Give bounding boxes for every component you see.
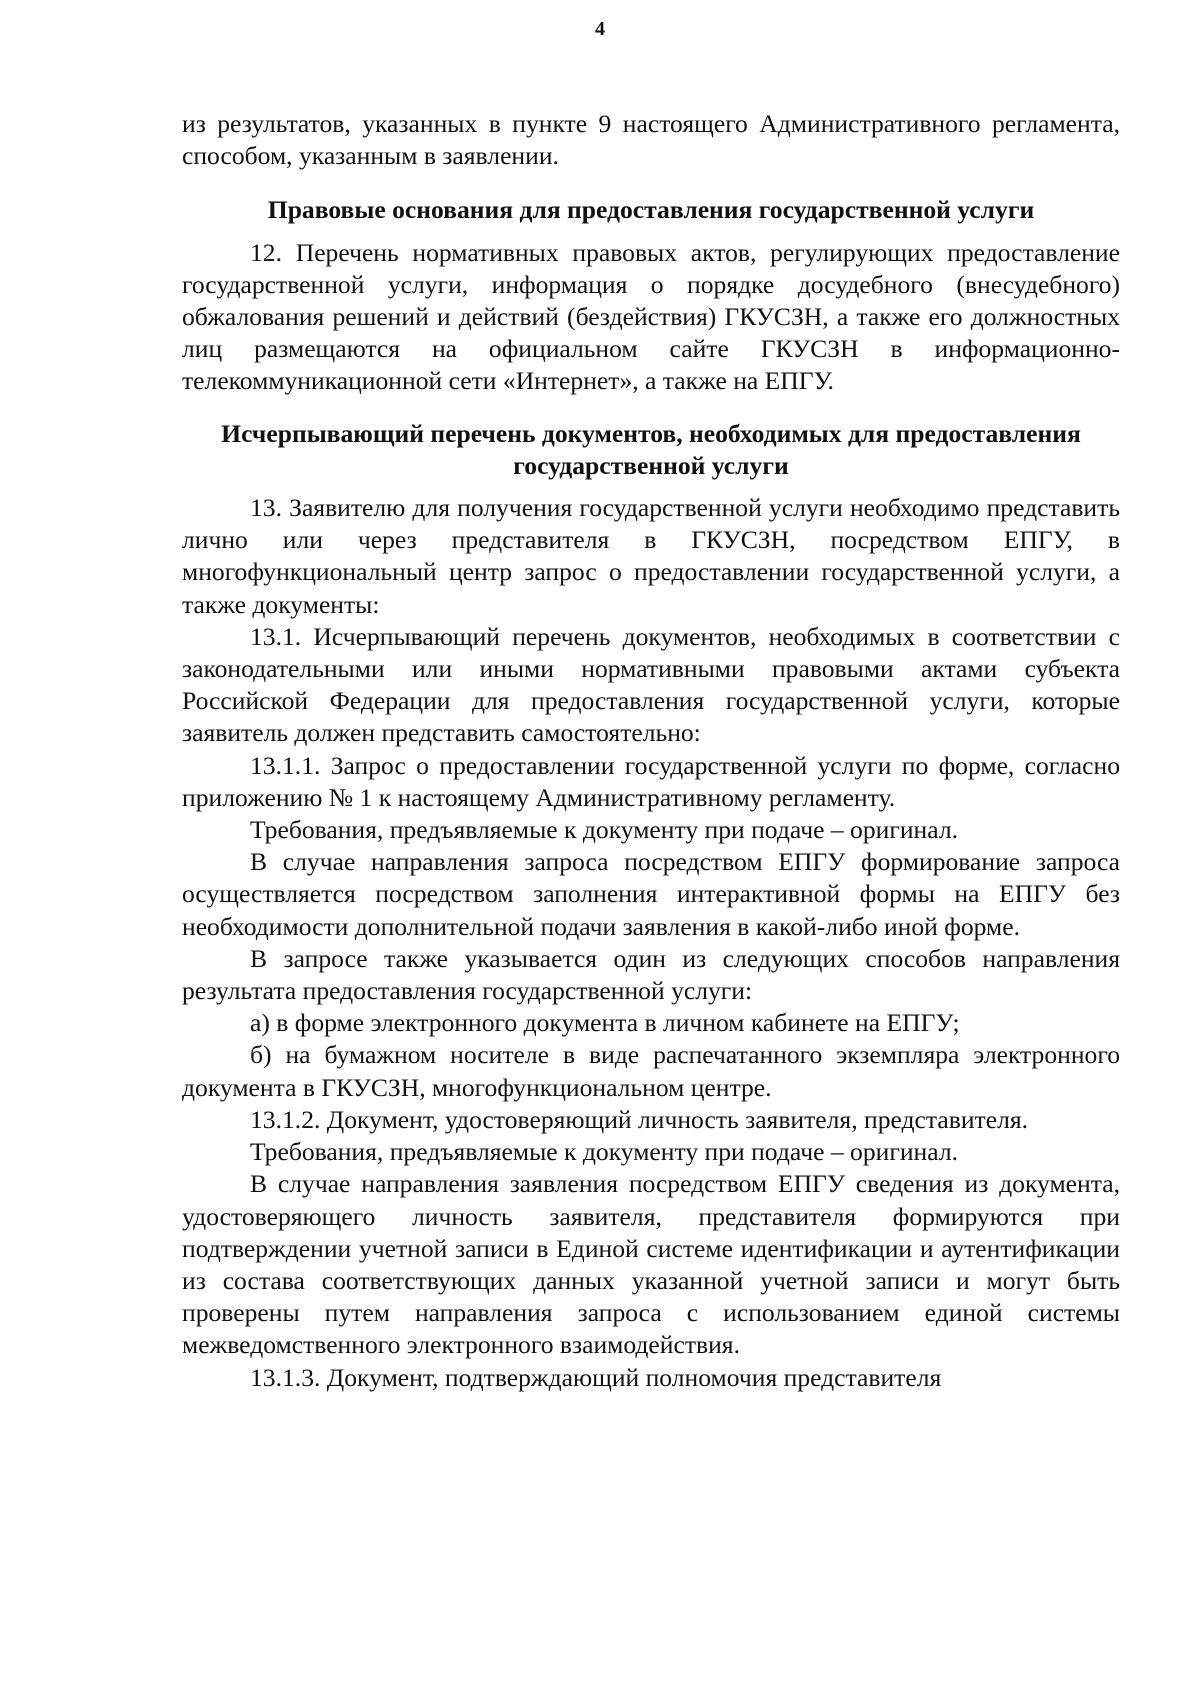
paragraph-13-1: 13.1. Исчерпывающий перечень документов, необходимых в соответствии с законодательными или иными нормативными правовыми актами субъекта Российской Федерации для предоставления государственной услуги, которые заявитель должен представить самостоятельно: — [182, 621, 1120, 748]
heading-documents-list: Исчерпывающий перечень документов, необходимых для предоставления государственной услуги — [221, 418, 1081, 480]
paragraph-epgu-request: В случае направления запроса посредством ЕПГУ формирование запроса осуществляется посредством заполнения интерактивной формы на ЕПГУ без необходимости дополнительной подачи заявления в какой-либо иной форме. — [182, 847, 1120, 941]
paragraph-result-methods: В запросе также указывается один из следующих способов направления результата предоставления государственной услуги: — [182, 943, 1120, 1006]
paragraph-13-1-3: 13.1.3. Документ, подтверждающий полномочия представителя — [250, 1362, 942, 1392]
paragraph-method-b: б) на бумажном носителе в виде распечатанного экземпляра электронного документа в ГКУСЗН, многофункциональном центре. — [182, 1040, 1120, 1102]
paragraph-12: 12. Перечень нормативных правовых актов, регулирующих предоставление государственной услуги, информация о порядке досудебного (внесудебного) обжалования решений и действий (бездействия) ГКУСЗН, а также его должностных лиц размещаются на официальном сайте ГКУСЗН в информационно-телекоммуникационной сети «Интернет», а также на ЕПГУ. — [182, 237, 1120, 396]
document-body — [182, 108, 1120, 1394]
page-number: 4 — [595, 18, 605, 40]
paragraph-intro: из результатов, указанных в пункте 9 настоящего Административного регламента, способом, указанным в заявлении. — [182, 109, 1120, 171]
paragraph-13-1-1: 13.1.1. Запрос о предоставлении государственной услуги по форме, согласно приложению № 1 к настоящему Административному регламенту. — [182, 750, 1120, 812]
paragraph-method-a: а) в форме электронного документа в личном кабинете на ЕПГУ; — [250, 1008, 960, 1038]
paragraph-13-1-2: 13.1.2. Документ, удостоверяющий личность заявителя, представителя. — [250, 1104, 1029, 1134]
heading-legal-basis: Правовые основания для предоставления государственной услуги — [267, 195, 1035, 225]
paragraph-requirements-2: Требования, предъявляемые к документу при подаче – оригинал. — [250, 1137, 958, 1167]
paragraph-requirements-1: Требования, предъявляемые к документу при подаче – оригинал. — [250, 815, 958, 845]
paragraph-epgu-identity: В случае направления заявления посредством ЕПГУ сведения из документа, удостоверяющего личность заявителя, представителя формируются при подтверждении учетной записи в Единой системе идентификации и аутентификации из состава соответствующих данных указанной учетной записи и могут быть проверены путем направления запроса с использованием единой системы межведомственного электронного взаимодействия. — [182, 1169, 1120, 1360]
paragraph-13: 13. Заявителю для получения государственной услуги необходимо представить лично или через представителя в ГКУСЗН, посредством ЕПГУ, в многофункциональный центр запрос о предоставлении государственной услуги, а также документы: — [182, 493, 1120, 619]
